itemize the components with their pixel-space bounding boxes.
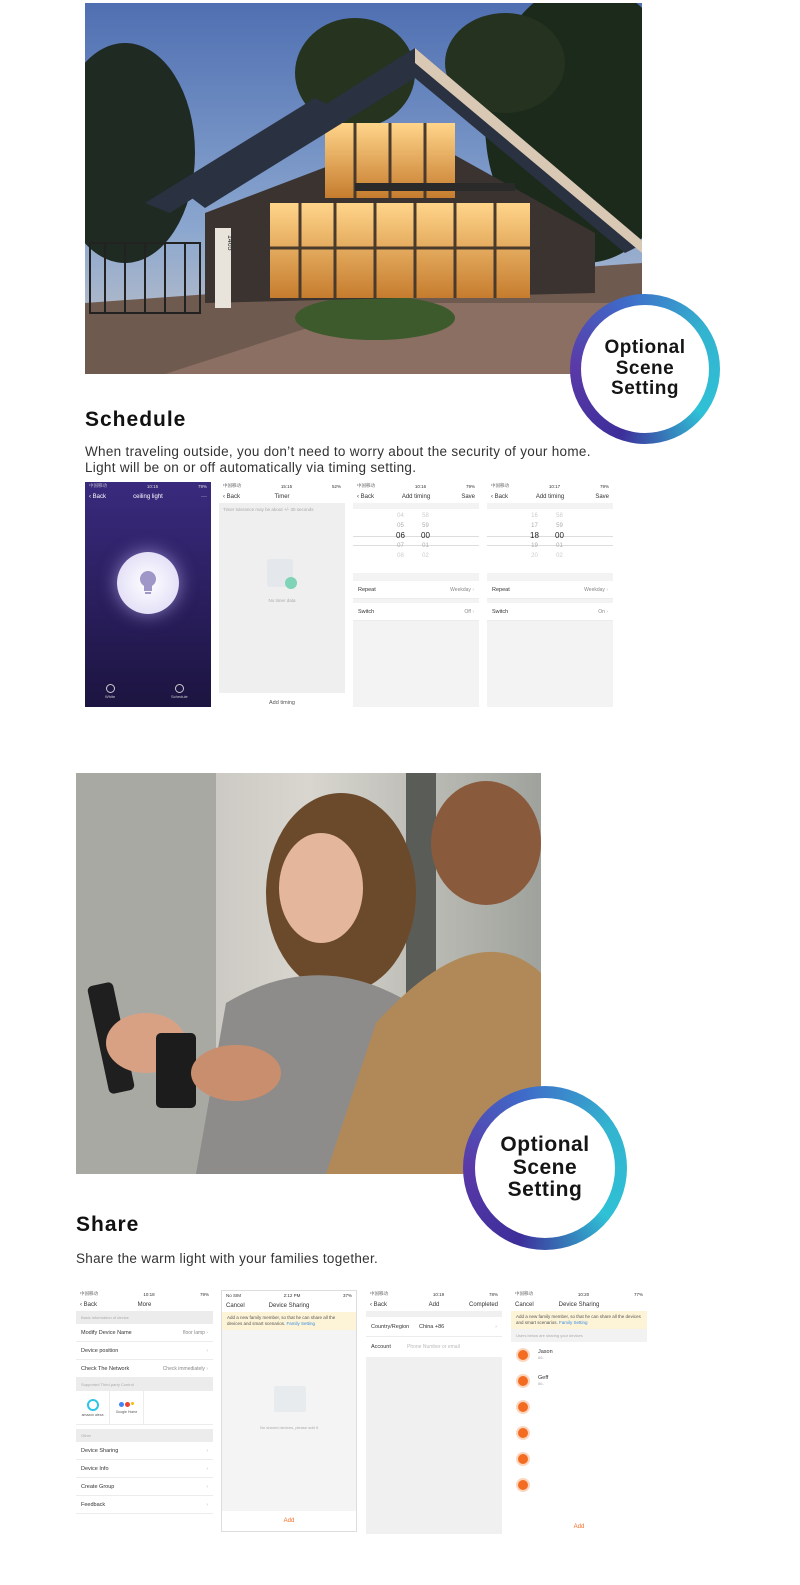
minute-selected[interactable]: 00 (421, 531, 430, 540)
group-header: Basic information of device (76, 1311, 213, 1324)
minute-option[interactable]: 59 (556, 523, 563, 529)
user-avatar-icon (516, 1426, 530, 1440)
back-button[interactable]: ‹ Back (370, 1302, 387, 1308)
row-label: Switch (492, 608, 509, 615)
group-header: Other (76, 1429, 213, 1442)
account-row[interactable] (366, 1337, 502, 1357)
save-button[interactable]: Save (595, 493, 609, 500)
row-label: Repeat (492, 586, 510, 593)
badge-line: Optional (604, 337, 686, 359)
family-setting-link[interactable]: Family Setting (286, 1321, 316, 1326)
screen-title: Device Sharing (268, 1302, 310, 1309)
optional-scene-badge (463, 1086, 627, 1250)
schedule-description-line-1: When traveling outside, you don’t need to worry about the security of your home. (85, 444, 591, 459)
screen-title: Device Sharing (558, 1301, 600, 1308)
row-label: Account (371, 1344, 391, 1350)
add-timing-button[interactable]: Add timing (269, 700, 295, 706)
tab-label: Schedule (171, 694, 188, 699)
share-description: Share the warm light with your families together. (76, 1251, 379, 1266)
row-label: Create Group (81, 1483, 115, 1490)
screen-add-member (366, 1290, 502, 1534)
house-photo (85, 3, 642, 374)
users-header: Users below are sharing your devices (511, 1329, 647, 1342)
status-time: 10:15 (146, 483, 159, 489)
hour-option[interactable]: 05 (397, 523, 404, 529)
screen-title: Add timing (535, 493, 565, 500)
minute-option[interactable]: 59 (422, 523, 429, 529)
couple-photo (76, 773, 541, 1174)
family-banner (222, 1312, 356, 1330)
hour-option[interactable]: 19 (531, 543, 538, 549)
row-value: On › (598, 609, 608, 615)
badge-line: Setting (507, 1178, 583, 1202)
user-name: Geff (538, 1375, 549, 1381)
screen-add-timing-off (353, 482, 479, 707)
status-battery: 79% (199, 1291, 209, 1297)
minute-option[interactable]: 02 (422, 553, 429, 559)
status-battery: 79% (599, 483, 609, 489)
row-value: Weekday › (584, 587, 608, 593)
user-avatar-icon (516, 1452, 530, 1466)
tolerance-note: Timer tolerance may be about +/- 30 seconds (223, 507, 314, 512)
row-label: Device Sharing (81, 1447, 119, 1454)
status-battery: 79% (197, 483, 207, 489)
user-phone: 86- (538, 1381, 544, 1386)
hour-option[interactable]: 20 (531, 553, 538, 559)
user-list (511, 1342, 647, 1498)
row-value: Weekday › (450, 587, 474, 593)
more-button[interactable]: ··· (201, 493, 207, 500)
status-time: 10:17 (548, 483, 561, 489)
badge-line: Scene (512, 1155, 578, 1179)
status-carrier: 中国移动 (80, 1291, 98, 1296)
screen-add-timing-on (487, 482, 613, 707)
save-button[interactable]: Save (461, 493, 475, 500)
cancel-button[interactable]: Cancel (226, 1302, 245, 1309)
hour-option[interactable]: 07 (397, 543, 404, 549)
repeat-row[interactable] (487, 581, 613, 599)
user-row[interactable] (511, 1394, 647, 1420)
empty-text: No timer data (268, 598, 296, 603)
schedule-heading: Schedule (85, 408, 187, 431)
hour-option[interactable]: 04 (397, 513, 404, 519)
screen-title: Timer (274, 493, 290, 500)
empty-box-icon (274, 1386, 306, 1412)
status-carrier: 中国移动 (357, 483, 375, 488)
empty-text: No shared devices, please add it (259, 1425, 319, 1430)
share-heading: Share (76, 1213, 140, 1236)
row-value (206, 1348, 208, 1354)
switch-row[interactable] (487, 603, 613, 621)
status-time: 15:15 (280, 483, 293, 489)
check-network-row[interactable] (76, 1360, 213, 1378)
row-label: Modify Device Name (81, 1329, 132, 1336)
back-button[interactable]: ‹ Back (491, 494, 508, 500)
optional-scene-badge (570, 294, 720, 444)
row-label: Check The Network (81, 1365, 130, 1372)
status-battery: 37% (342, 1292, 352, 1298)
row-label: Feedback (81, 1501, 106, 1508)
row-label: Switch (358, 608, 375, 615)
status-time: 2:12 PM (283, 1292, 301, 1298)
status-carrier: 中国移动 (89, 483, 107, 488)
minute-option[interactable]: 01 (422, 543, 429, 549)
screen-title: ceiling light (133, 493, 163, 500)
row-label: Device position (81, 1347, 119, 1354)
user-row[interactable] (511, 1472, 647, 1498)
hour-option[interactable]: 16 (531, 513, 538, 519)
row-label: Device Info (81, 1465, 109, 1472)
schedule-description-line-2: Light will be on or off automatically via timing setting. (85, 460, 417, 475)
back-button[interactable]: ‹ Back (223, 494, 240, 500)
google-home-tile[interactable] (110, 1391, 144, 1424)
badge-line: Setting (611, 378, 679, 400)
chevron-right-icon: › (495, 1323, 497, 1330)
minute-option[interactable]: 58 (556, 513, 563, 519)
hour-option[interactable]: 08 (397, 553, 404, 559)
user-avatar-icon (516, 1348, 530, 1362)
cancel-button[interactable]: Cancel (515, 1301, 534, 1308)
house-number: 1465 (226, 235, 233, 251)
user-row[interactable] (511, 1368, 647, 1394)
user-row[interactable] (511, 1420, 647, 1446)
account-input[interactable]: Phone Number or email (407, 1344, 460, 1350)
screen-title: More (137, 1301, 152, 1308)
timer-list (219, 503, 345, 693)
white-mode-icon (106, 684, 115, 693)
bulb-icon (138, 570, 158, 596)
row-label: Repeat (358, 586, 376, 593)
repeat-row[interactable] (353, 581, 479, 599)
clock-icon (175, 684, 184, 693)
row-value: floor lamp › (183, 1330, 208, 1336)
country-region-row[interactable] (366, 1317, 502, 1337)
banner-text: Add a new family member, so that he can share all the devices and smart scenarios. (516, 1314, 641, 1325)
tab-schedule[interactable] (171, 684, 188, 699)
status-carrier: 中国移动 (491, 483, 509, 488)
user-row[interactable] (511, 1446, 647, 1472)
hour-option[interactable]: 17 (531, 523, 538, 529)
status-time: 10:16 (414, 483, 427, 489)
row-value: Check immediately › (163, 1366, 208, 1372)
user-avatar-icon (516, 1374, 530, 1388)
create-group-row[interactable] (76, 1478, 213, 1496)
minute-option[interactable]: 58 (422, 513, 429, 519)
completed-button[interactable]: Completed (468, 1301, 498, 1308)
bulb-button[interactable] (117, 552, 179, 614)
feedback-row[interactable] (76, 1496, 213, 1514)
user-name: Jason (538, 1349, 553, 1355)
alexa-tile[interactable] (76, 1391, 110, 1424)
user-phone: 86- (538, 1355, 544, 1360)
family-setting-link[interactable]: Family Setting (559, 1320, 588, 1325)
time-picker[interactable] (353, 509, 479, 573)
badge-line: Scene (615, 357, 675, 379)
status-battery: 52% (331, 483, 341, 489)
status-carrier: No SIM (226, 1292, 242, 1298)
device-position-row[interactable] (76, 1342, 213, 1360)
screen-more (76, 1290, 213, 1534)
status-carrier: 中国移动 (223, 483, 241, 488)
device-info-row[interactable] (76, 1460, 213, 1478)
group-header: Supported Third-party Control (76, 1378, 213, 1391)
row-value: China +86 (419, 1323, 445, 1330)
status-time: 10:19 (432, 1291, 445, 1297)
modify-device-name-row[interactable] (76, 1324, 213, 1342)
screen-device-sharing-empty (221, 1290, 357, 1532)
row-value: Off › (464, 609, 474, 615)
screen-timer (219, 482, 345, 707)
user-row[interactable] (511, 1342, 647, 1368)
status-carrier: 中国移动 (370, 1291, 388, 1296)
back-button[interactable]: ‹ Back (80, 1302, 97, 1308)
family-banner (511, 1311, 647, 1329)
minute-option[interactable]: 01 (556, 543, 563, 549)
device-sharing-row[interactable] (76, 1442, 213, 1460)
status-battery: 78% (488, 1291, 498, 1297)
third-party-services (76, 1391, 213, 1425)
google-home-label: Google Home (115, 1409, 138, 1414)
hour-selected[interactable]: 06 (396, 531, 405, 540)
row-label: Country/Region (371, 1323, 410, 1330)
status-battery: 79% (465, 483, 475, 489)
tab-white[interactable] (105, 684, 115, 699)
status-battery: 77% (633, 1291, 643, 1297)
hour-selected[interactable]: 18 (530, 531, 539, 540)
banner-text: Add a new family member, so that he can share all the devices and smart scenarios. (227, 1315, 336, 1326)
alexa-icon (87, 1399, 99, 1411)
empty-document-icon (267, 559, 293, 587)
screen-title: Add timing (401, 493, 431, 500)
back-button[interactable]: ‹ Back (357, 494, 374, 500)
status-time: 10:20 (577, 1291, 590, 1297)
minute-option[interactable]: 02 (556, 553, 563, 559)
tab-label: White (105, 694, 116, 699)
status-carrier: 中国移动 (515, 1291, 533, 1296)
user-avatar-icon (516, 1478, 530, 1492)
minute-selected[interactable]: 00 (555, 531, 564, 540)
status-time: 10:18 (143, 1291, 155, 1297)
google-assistant-icon (119, 1402, 134, 1407)
time-picker[interactable] (487, 509, 613, 573)
screen-title: Add (428, 1301, 440, 1308)
add-button[interactable]: Add (283, 1518, 295, 1524)
user-avatar-icon (516, 1400, 530, 1414)
screen-device-sharing-users (511, 1290, 647, 1534)
back-button[interactable]: ‹ Back (89, 494, 106, 500)
add-button[interactable]: Add (573, 1524, 585, 1530)
badge-line: Optional (500, 1132, 590, 1156)
screen-ceiling-light (85, 482, 211, 707)
alexa-label: amazon alexa (81, 1412, 104, 1417)
switch-row[interactable] (353, 603, 479, 621)
